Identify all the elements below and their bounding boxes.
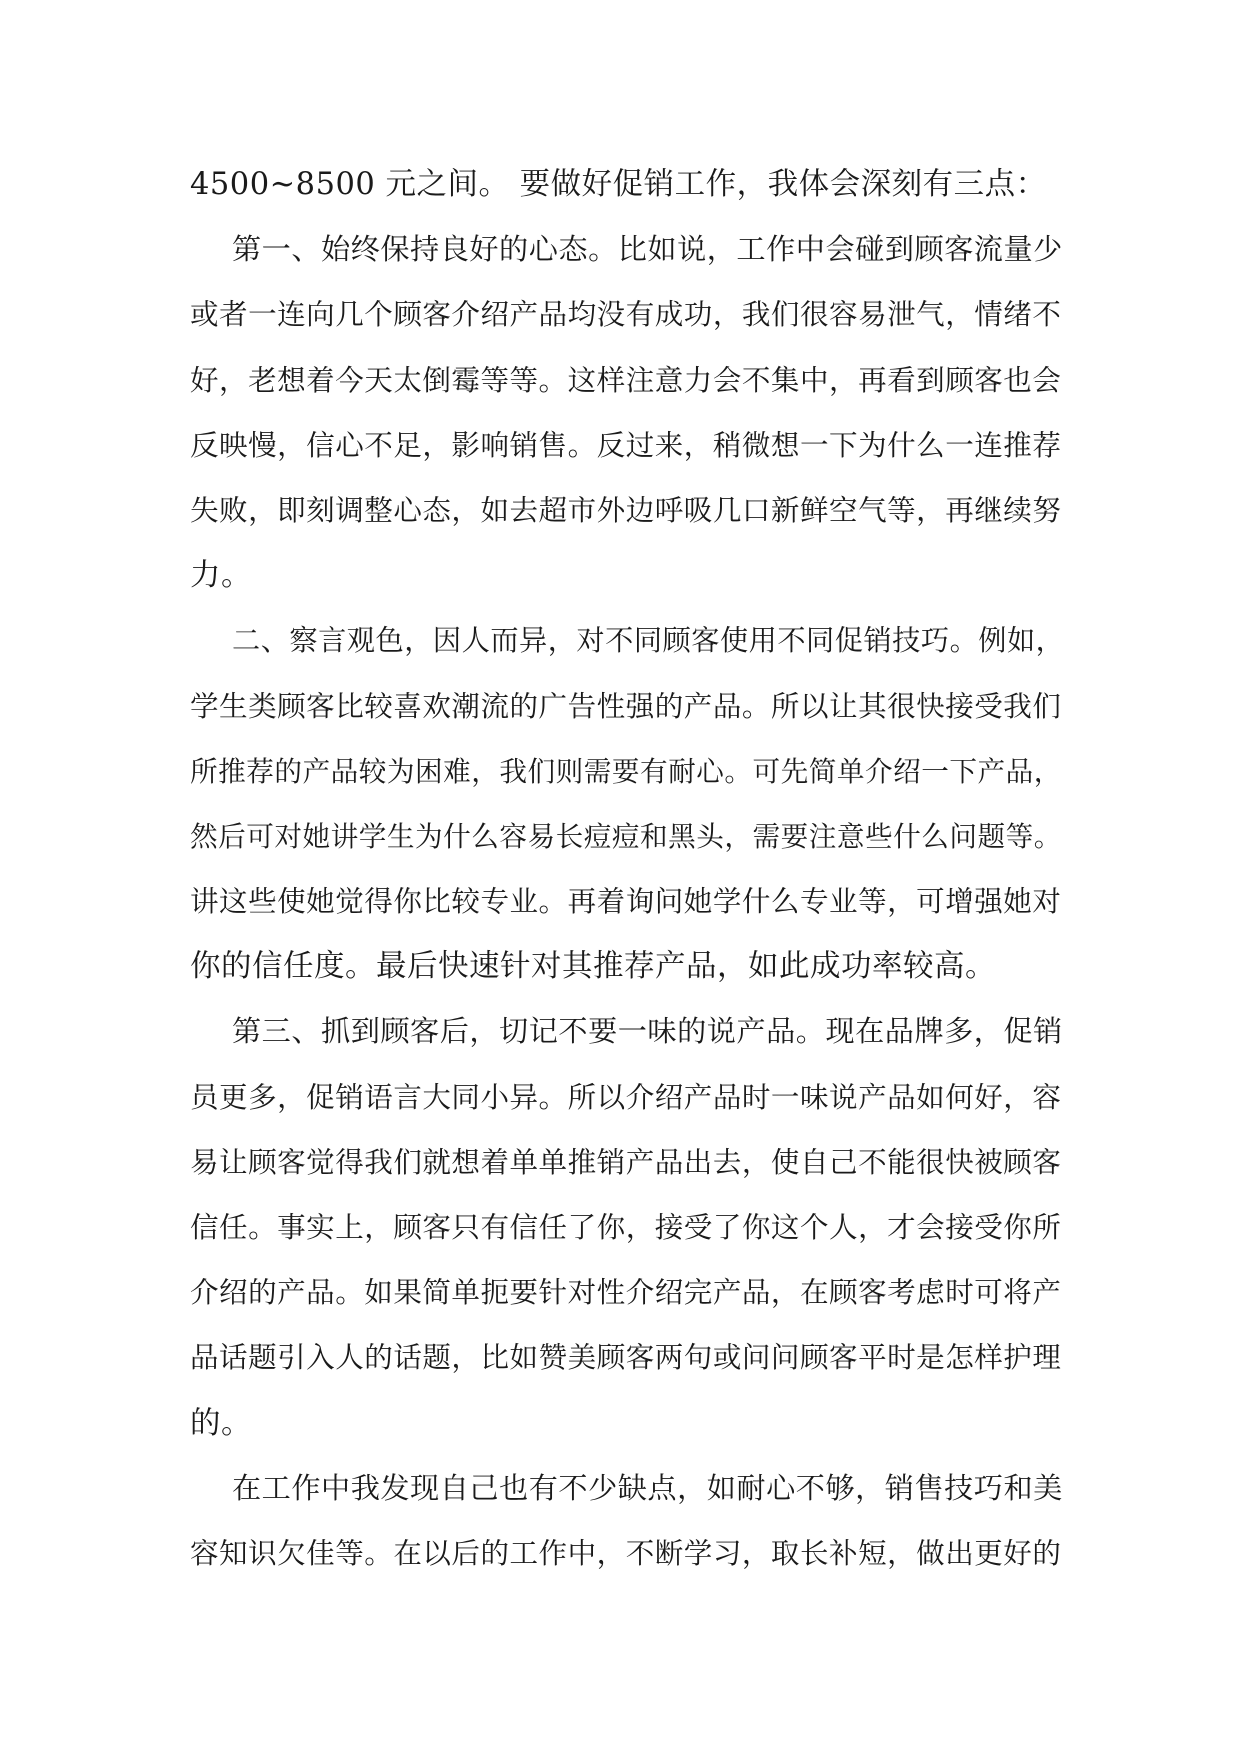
text-line: 力。 — [190, 558, 252, 594]
document-body — [190, 152, 1065, 1586]
text-line: 4500~8500 元之间。 要做好促销工作，我体会深刻有三点： — [190, 167, 1047, 202]
text-line: 失败，即刻调整心态，如去超市外边呼吸几口新鲜空气等，再继续努 — [190, 492, 1062, 527]
text-line: 学生类顾客比较喜欢潮流的广告性强的产品。所以让其很快接受我们 — [190, 688, 1062, 723]
text-line: 讲这些使她觉得你比较专业。再着询问她学什么专业等，可增强她对 — [190, 884, 1062, 919]
text-line: 易让顾客觉得我们就想着单单推销产品出去，使自己不能很快被顾客 — [190, 1144, 1062, 1179]
text-line: 然后可对她讲学生为什么容易长痘痘和黑头，需要注意些什么问题等。 — [190, 819, 1062, 853]
text-line: 或者一连向几个顾客介绍产品均没有成功，我们很容易泄气，情绪不 — [190, 297, 1062, 332]
text-line: 好，老想着今天太倒霉等等。这样注意力会不集中，再看到顾客也会 — [190, 362, 1062, 397]
text-line: 第一、始终保持良好的心态。比如说，工作中会碰到顾客流量少 — [232, 232, 1063, 267]
text-line: 介绍的产品。如果简单扼要针对性介绍完产品，在顾客考虑时可将产 — [190, 1275, 1062, 1310]
text-line: 信任。事实上，顾客只有信任了你，接受了你这个人，才会接受你所 — [190, 1210, 1062, 1244]
text-line: 你的信任度。最后快速针对其推荐产品，如此成功率较高。 — [190, 949, 996, 985]
text-line: 反映慢，信心不足，影响销售。反过来，稍微想一下为什么一连推荐 — [190, 427, 1062, 462]
text-line: 在工作中我发现自己也有不少缺点，如耐心不够，销售技巧和美 — [232, 1470, 1063, 1505]
text-line: 所推荐的产品较为困难，我们则需要有耐心。可先简单介绍一下产品， — [190, 754, 1062, 788]
text-line: 品话题引入人的话题，比如赞美顾客两句或问问顾客平时是怎样护理 — [190, 1340, 1062, 1375]
text-line: 容知识欠佳等。在以后的工作中，不断学习，取长补短，做出更好的 — [190, 1535, 1062, 1570]
text-line: 的。 — [190, 1405, 252, 1441]
text-line: 员更多，促销语言大同小异。所以介绍产品时一味说产品如何好，容 — [190, 1079, 1062, 1114]
text-line: 二、察言观色，因人而异，对不同顾客使用不同促销技巧。例如， — [232, 624, 1065, 658]
text-line: 第三、抓到顾客后，切记不要一味的说产品。现在品牌多，促销 — [232, 1014, 1063, 1049]
